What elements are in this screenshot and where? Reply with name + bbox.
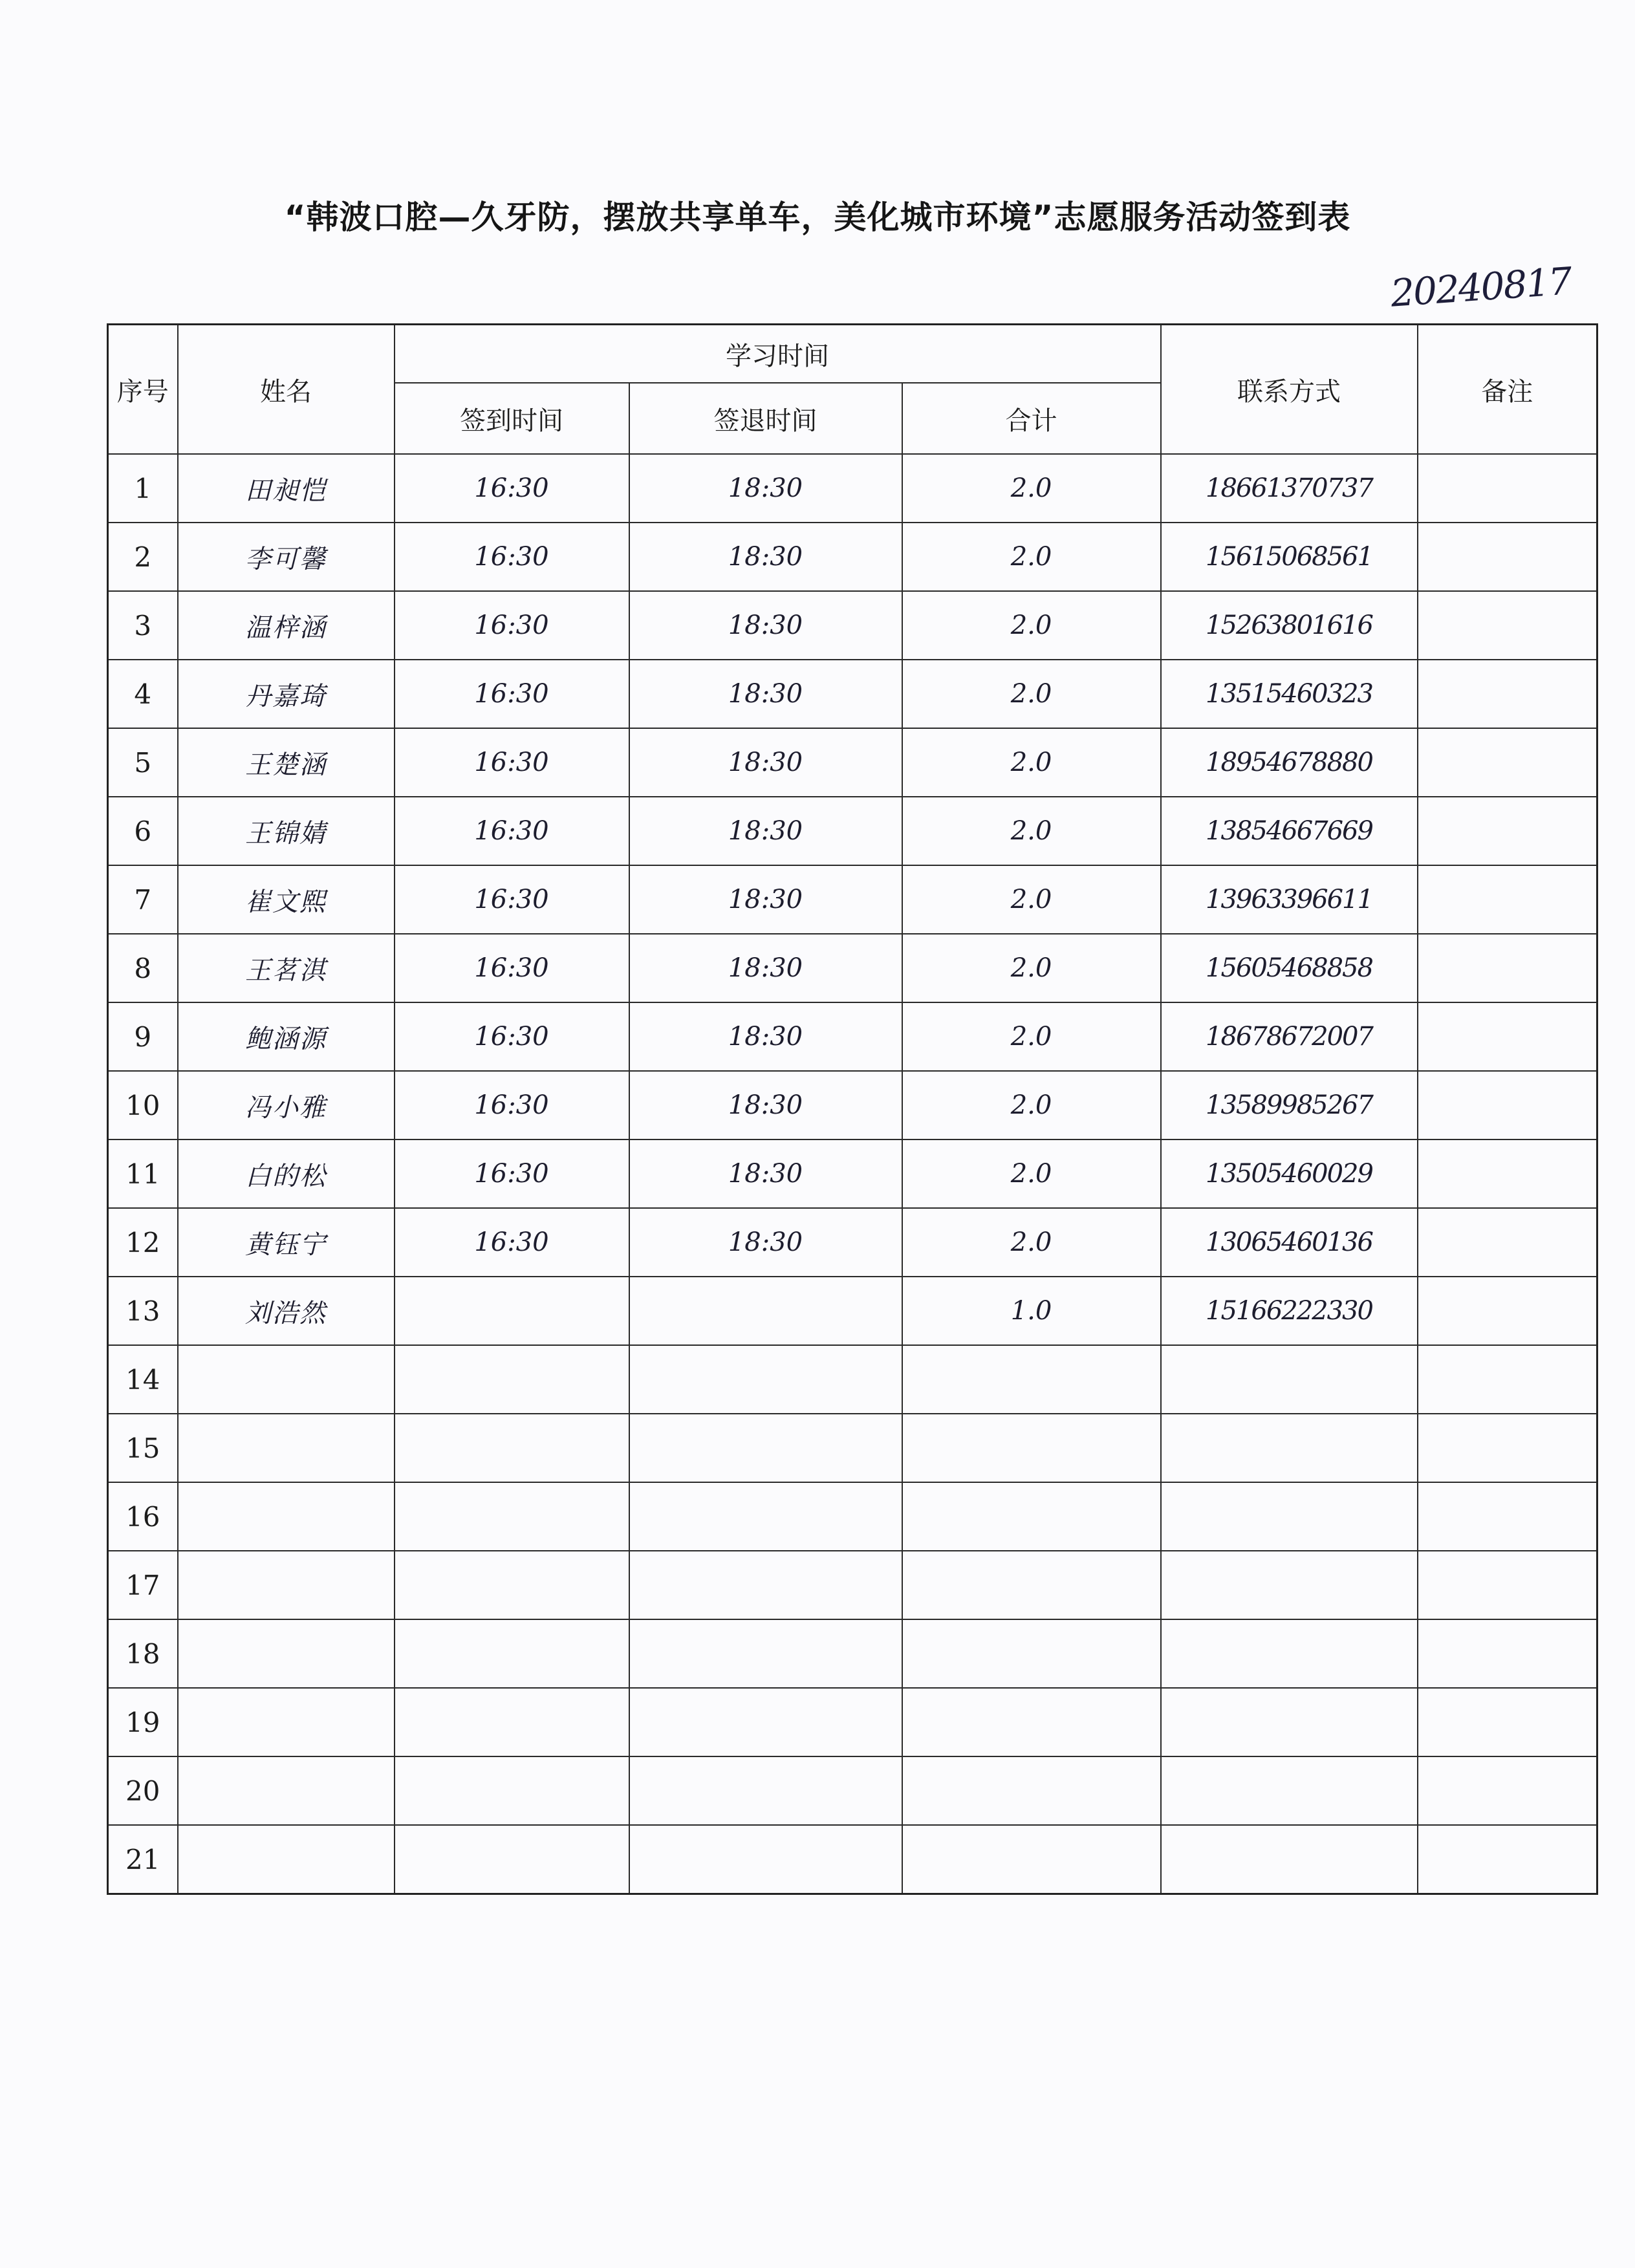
sign-in-cell: 16:30 — [395, 1208, 629, 1277]
total-cell: 2.0 — [902, 454, 1161, 523]
phone-cell — [1161, 1551, 1418, 1619]
table-row — [108, 1688, 1597, 1756]
table-row — [108, 1277, 1597, 1345]
name-cell — [178, 1756, 395, 1825]
sign-in-cell — [395, 1482, 629, 1551]
name-cell — [178, 1619, 395, 1688]
header-total: 合计 — [902, 383, 1161, 454]
sign-out-cell — [629, 1345, 902, 1414]
table-row — [108, 1551, 1597, 1619]
phone-cell: 13065460136 — [1161, 1208, 1418, 1277]
table-row — [108, 1619, 1597, 1688]
seq-cell: 20 — [108, 1756, 178, 1825]
table-row — [108, 591, 1597, 660]
phone-cell — [1161, 1345, 1418, 1414]
total-cell: 2.0 — [902, 865, 1161, 934]
total-cell: 2.0 — [902, 797, 1161, 865]
remark-cell — [1418, 1551, 1597, 1619]
name-cell — [178, 1551, 395, 1619]
table-row — [108, 1414, 1597, 1482]
sign-in-cell — [395, 1551, 629, 1619]
seq-cell: 15 — [108, 1414, 178, 1482]
seq-cell: 12 — [108, 1208, 178, 1277]
sign-out-cell: 18:30 — [629, 934, 902, 1002]
phone-cell — [1161, 1619, 1418, 1688]
seq-cell: 13 — [108, 1277, 178, 1345]
sign-out-cell: 18:30 — [629, 454, 902, 523]
sign-out-cell: 18:30 — [629, 728, 902, 797]
remark-cell — [1418, 934, 1597, 1002]
seq-cell: 11 — [108, 1139, 178, 1208]
total-cell — [902, 1345, 1161, 1414]
total-cell: 2.0 — [902, 523, 1161, 591]
sign-in-cell — [395, 1619, 629, 1688]
name-cell: 田昶恺 — [178, 454, 395, 523]
phone-cell: 13589985267 — [1161, 1071, 1418, 1139]
sign-in-cell — [395, 1756, 629, 1825]
remark-cell — [1418, 523, 1597, 591]
name-cell — [178, 1688, 395, 1756]
sign-in-cell: 16:30 — [395, 934, 629, 1002]
table-row — [108, 728, 1597, 797]
phone-cell: 15615068561 — [1161, 523, 1418, 591]
phone-cell: 13963396611 — [1161, 865, 1418, 934]
sign-out-cell — [629, 1277, 902, 1345]
remark-cell — [1418, 1071, 1597, 1139]
sign-out-cell: 18:30 — [629, 1139, 902, 1208]
phone-cell — [1161, 1825, 1418, 1894]
sign-in-cell — [395, 1414, 629, 1482]
phone-cell: 18678672007 — [1161, 1002, 1418, 1071]
sign-in-cell — [395, 1688, 629, 1756]
name-cell: 王茗淇 — [178, 934, 395, 1002]
name-cell: 鲍涵源 — [178, 1002, 395, 1071]
sign-in-cell: 16:30 — [395, 797, 629, 865]
name-cell: 白的松 — [178, 1139, 395, 1208]
sign-out-cell: 18:30 — [629, 797, 902, 865]
total-cell: 2.0 — [902, 591, 1161, 660]
phone-cell: 13515460323 — [1161, 660, 1418, 728]
header-name: 姓名 — [178, 325, 395, 455]
name-cell: 温梓涵 — [178, 591, 395, 660]
sign-out-cell — [629, 1551, 902, 1619]
total-cell: 2.0 — [902, 660, 1161, 728]
seq-cell: 6 — [108, 797, 178, 865]
header-contact: 联系方式 — [1161, 325, 1418, 455]
sign-in-cell: 16:30 — [395, 454, 629, 523]
seq-cell: 14 — [108, 1345, 178, 1414]
seq-cell: 9 — [108, 1002, 178, 1071]
total-cell: 1.0 — [902, 1277, 1161, 1345]
header-sign-out: 签退时间 — [629, 383, 902, 454]
seq-cell: 4 — [108, 660, 178, 728]
phone-cell: 18661370737 — [1161, 454, 1418, 523]
table-row — [108, 1825, 1597, 1894]
seq-cell: 2 — [108, 523, 178, 591]
sign-out-cell: 18:30 — [629, 660, 902, 728]
remark-cell — [1418, 1139, 1597, 1208]
remark-cell — [1418, 454, 1597, 523]
sign-in-cell: 16:30 — [395, 523, 629, 591]
table-row — [108, 660, 1597, 728]
table-body — [108, 454, 1597, 1894]
sign-out-cell: 18:30 — [629, 523, 902, 591]
remark-cell — [1418, 1688, 1597, 1756]
phone-cell: 15263801616 — [1161, 591, 1418, 660]
name-cell: 冯小雅 — [178, 1071, 395, 1139]
header-study-time: 学习时间 — [395, 325, 1161, 383]
name-cell: 黄钰宁 — [178, 1208, 395, 1277]
table-row — [108, 454, 1597, 523]
sign-out-cell: 18:30 — [629, 865, 902, 934]
name-cell — [178, 1482, 395, 1551]
total-cell: 2.0 — [902, 728, 1161, 797]
sign-out-cell: 18:30 — [629, 1002, 902, 1071]
total-cell — [902, 1619, 1161, 1688]
seq-cell: 19 — [108, 1688, 178, 1756]
total-cell — [902, 1414, 1161, 1482]
remark-cell — [1418, 1208, 1597, 1277]
seq-cell: 3 — [108, 591, 178, 660]
table-row — [108, 523, 1597, 591]
table-row — [108, 1071, 1597, 1139]
total-cell — [902, 1756, 1161, 1825]
total-cell: 2.0 — [902, 1139, 1161, 1208]
remark-cell — [1418, 1345, 1597, 1414]
phone-cell: 18954678880 — [1161, 728, 1418, 797]
header-seq: 序号 — [108, 325, 178, 455]
total-cell — [902, 1825, 1161, 1894]
phone-cell — [1161, 1482, 1418, 1551]
remark-cell — [1418, 1619, 1597, 1688]
total-cell: 2.0 — [902, 934, 1161, 1002]
total-cell — [902, 1551, 1161, 1619]
remark-cell — [1418, 865, 1597, 934]
phone-cell: 15166222330 — [1161, 1277, 1418, 1345]
seq-cell: 5 — [108, 728, 178, 797]
header-remark: 备注 — [1418, 325, 1597, 455]
name-cell — [178, 1414, 395, 1482]
name-cell: 王楚涵 — [178, 728, 395, 797]
seq-cell: 10 — [108, 1071, 178, 1139]
sign-in-cell: 16:30 — [395, 865, 629, 934]
phone-cell: 13854667669 — [1161, 797, 1418, 865]
table-row — [108, 1345, 1597, 1414]
phone-cell — [1161, 1414, 1418, 1482]
phone-cell — [1161, 1688, 1418, 1756]
sign-in-cell: 16:30 — [395, 1071, 629, 1139]
sign-out-cell — [629, 1619, 902, 1688]
remark-cell — [1418, 1482, 1597, 1551]
sign-out-cell — [629, 1688, 902, 1756]
name-cell: 李可馨 — [178, 523, 395, 591]
seq-cell: 8 — [108, 934, 178, 1002]
name-cell — [178, 1345, 395, 1414]
total-cell — [902, 1482, 1161, 1551]
seq-cell: 21 — [108, 1825, 178, 1894]
sign-in-cell: 16:30 — [395, 660, 629, 728]
remark-cell — [1418, 728, 1597, 797]
table-row — [108, 865, 1597, 934]
sign-in-cell: 16:30 — [395, 1139, 629, 1208]
name-cell: 丹嘉琦 — [178, 660, 395, 728]
table-row — [108, 1139, 1597, 1208]
sign-in-table — [107, 323, 1598, 1895]
remark-cell — [1418, 1756, 1597, 1825]
sign-out-cell — [629, 1825, 902, 1894]
page-title: “韩波口腔—久牙防，摆放共享单车，美化城市环境”志愿服务活动签到表 — [284, 199, 1351, 236]
seq-cell: 1 — [108, 454, 178, 523]
total-cell: 2.0 — [902, 1002, 1161, 1071]
sign-out-cell: 18:30 — [629, 1208, 902, 1277]
header-sign-in: 签到时间 — [395, 383, 629, 454]
total-cell: 2.0 — [902, 1071, 1161, 1139]
phone-cell: 13505460029 — [1161, 1139, 1418, 1208]
total-cell — [902, 1688, 1161, 1756]
sign-in-cell — [395, 1277, 629, 1345]
table-row — [108, 1208, 1597, 1277]
remark-cell — [1418, 1825, 1597, 1894]
sign-in-cell: 16:30 — [395, 728, 629, 797]
sign-out-cell: 18:30 — [629, 1071, 902, 1139]
sign-in-cell: 16:30 — [395, 1002, 629, 1071]
remark-cell — [1418, 591, 1597, 660]
remark-cell — [1418, 1277, 1597, 1345]
remark-cell — [1418, 797, 1597, 865]
header-row-top — [108, 325, 1597, 383]
handwritten-date: 20240817 — [1389, 259, 1573, 316]
sign-in-cell — [395, 1345, 629, 1414]
name-cell — [178, 1825, 395, 1894]
sign-in-cell — [395, 1825, 629, 1894]
seq-cell: 16 — [108, 1482, 178, 1551]
total-cell: 2.0 — [902, 1208, 1161, 1277]
name-cell: 刘浩然 — [178, 1277, 395, 1345]
table-row — [108, 1756, 1597, 1825]
table-row — [108, 1482, 1597, 1551]
seq-cell: 18 — [108, 1619, 178, 1688]
sign-out-cell — [629, 1756, 902, 1825]
name-cell: 崔文熙 — [178, 865, 395, 934]
remark-cell — [1418, 660, 1597, 728]
remark-cell — [1418, 1414, 1597, 1482]
seq-cell: 17 — [108, 1551, 178, 1619]
table-row — [108, 934, 1597, 1002]
table-row — [108, 1002, 1597, 1071]
phone-cell — [1161, 1756, 1418, 1825]
sign-out-cell — [629, 1482, 902, 1551]
sign-out-cell: 18:30 — [629, 591, 902, 660]
phone-cell: 15605468858 — [1161, 934, 1418, 1002]
table-row — [108, 797, 1597, 865]
sign-out-cell — [629, 1414, 902, 1482]
remark-cell — [1418, 1002, 1597, 1071]
sign-in-cell: 16:30 — [395, 591, 629, 660]
name-cell: 王锦婧 — [178, 797, 395, 865]
seq-cell: 7 — [108, 865, 178, 934]
